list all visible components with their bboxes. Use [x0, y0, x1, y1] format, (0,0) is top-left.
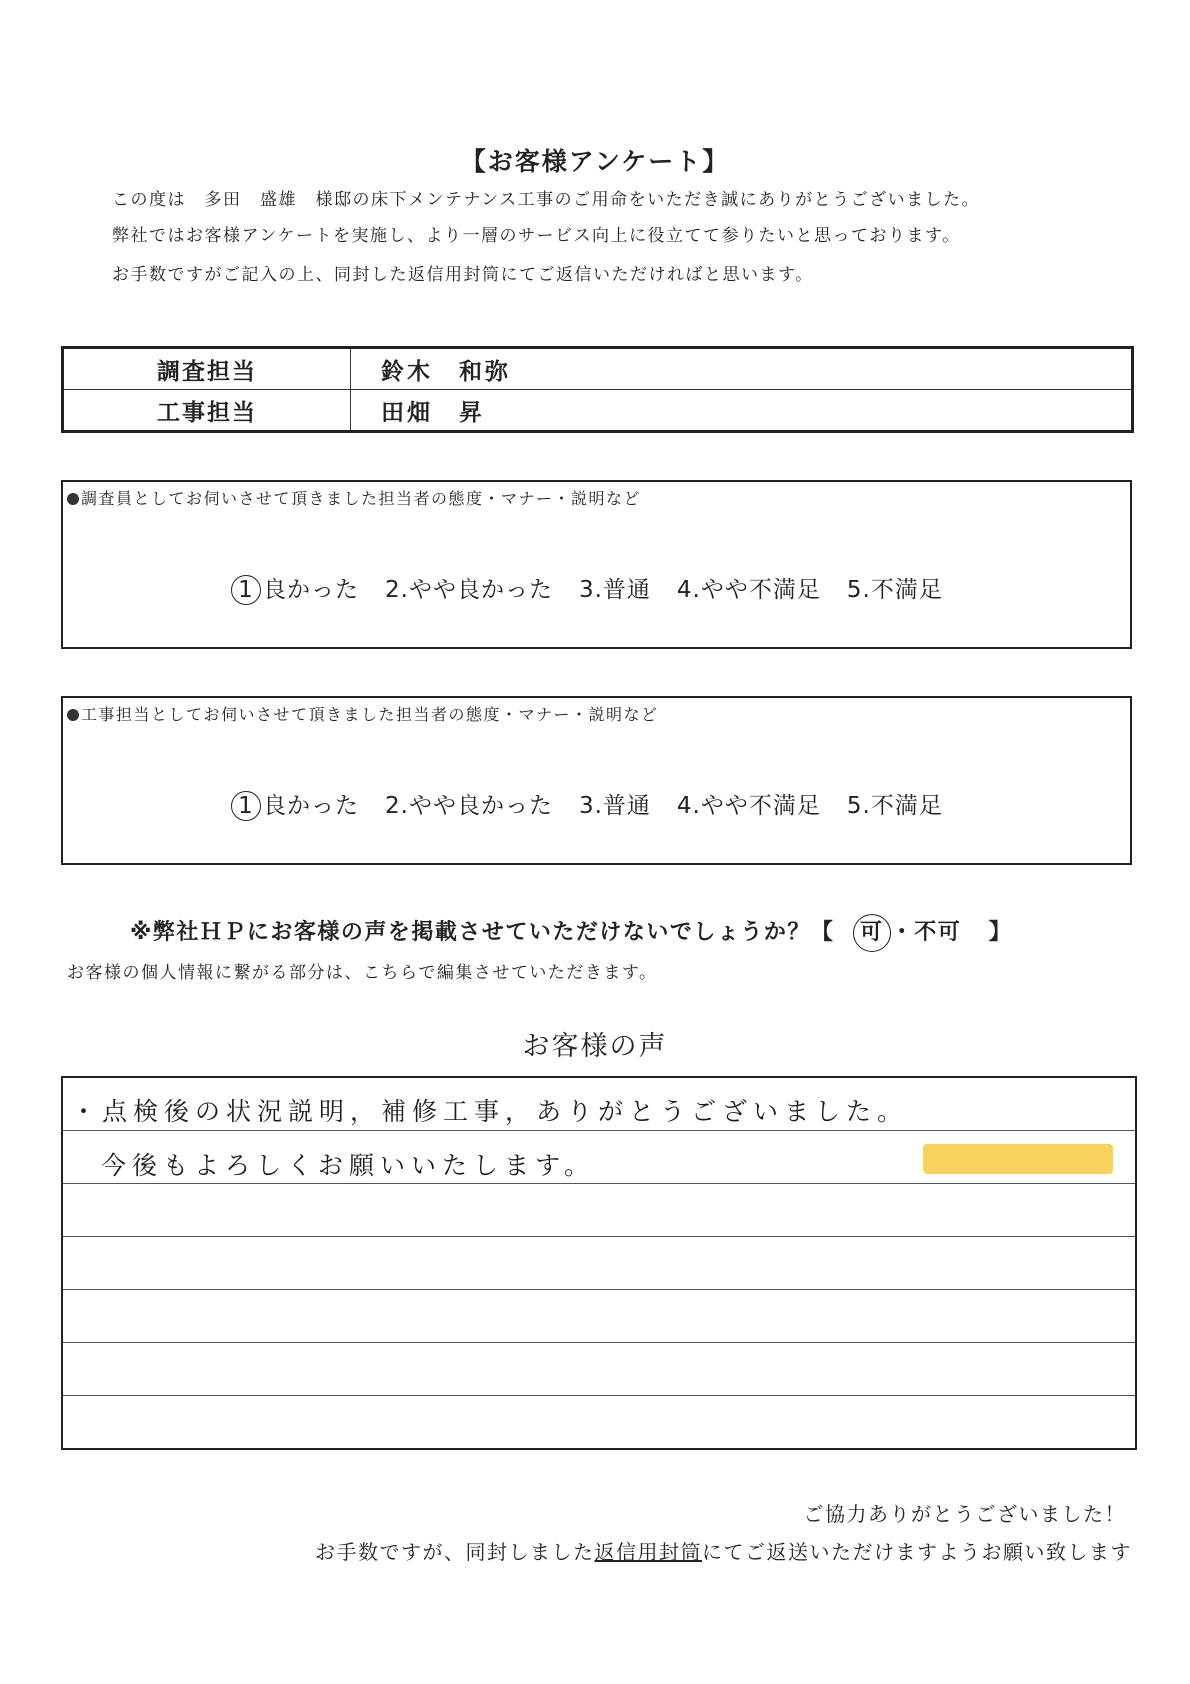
question-survey-label: 調査員としてお伺いさせて頂きました担当者の態度・マナー・説明など — [67, 486, 641, 509]
consent-yes-selected[interactable]: 可 — [853, 914, 891, 952]
rating-option-5[interactable]: 5.不満足 — [846, 793, 943, 819]
hp-consent-note: お客様の個人情報に繋がる部分は、こちらで編集させていただきます。 — [67, 963, 658, 983]
voice-line — [63, 1290, 1135, 1343]
rating-option-4[interactable]: 4.やや不満足 — [676, 577, 821, 603]
hp-consent-question: ※弊社ＨＰにお客様の声を掲載させていただけないでしょうか？【 可 ・不可 】 — [130, 914, 1012, 952]
voice-line — [63, 1343, 1135, 1396]
voice-heading: お客様の声 — [522, 1031, 668, 1062]
voice-line — [63, 1237, 1135, 1290]
rating-option-5[interactable]: 5.不満足 — [846, 577, 943, 603]
question-construction-label: 工事担当としてお伺いさせて頂きました担当者の態度・マナー・説明など — [67, 702, 659, 725]
rating-options-survey — [231, 571, 969, 605]
rating-option-3[interactable]: 3.普通 — [578, 793, 651, 819]
return-envelope-text: 返信用封筒 — [594, 1540, 702, 1564]
customer-voice-box — [61, 1076, 1137, 1450]
survey-staff-name: 鈴木 和弥 — [351, 348, 1133, 390]
intro-line-1: この度は 多田 盛雄 様邸の床下メンテナンス工事のご用命をいただき誠にありがとうございました。 — [112, 190, 981, 210]
rating-option-4[interactable]: 4.やや不満足 — [676, 793, 821, 819]
voice-text-line-1: ・点検後の状況説明，補修工事，ありがとうございました。 — [71, 1097, 909, 1126]
rating-option-2[interactable]: 2.やや良かった — [385, 577, 553, 603]
construction-staff-row — [63, 390, 1133, 432]
voice-text-line-2: 今後もよろしくお願いいたします。 — [101, 1151, 596, 1180]
intro-line-2: 弊社ではお客様アンケートを実施し、より一層のサービス向上に役立てて参りたいと思っております。 — [112, 226, 961, 246]
staff-table — [61, 346, 1134, 433]
question-survey-box — [61, 480, 1132, 649]
page-title: 【お客様アンケート】 — [460, 147, 730, 176]
rating-option-1-selected[interactable]: 1 良かった — [231, 571, 359, 605]
bullet-dot-icon — [67, 709, 79, 721]
consent-no[interactable]: 不可 — [914, 920, 962, 945]
return-instructions: お手数ですが、同封しました返信用封筒にてご返送いただけますようお願い致します — [315, 1540, 1132, 1564]
rating-options-construction — [231, 787, 969, 821]
rating-option-3[interactable]: 3.普通 — [578, 577, 651, 603]
survey-staff-row — [63, 348, 1133, 390]
survey-staff-label: 調査担当 — [63, 348, 351, 390]
question-construction-box — [61, 696, 1132, 865]
intro-line-3: お手数ですがご記入の上、同封した返信用封筒にてご返信いただければと思います。 — [112, 265, 814, 285]
selected-circle-icon: 1 — [231, 791, 261, 821]
voice-line — [63, 1184, 1135, 1237]
construction-staff-label: 工事担当 — [63, 390, 351, 432]
redaction-highlight — [923, 1144, 1113, 1174]
thanks-message: ご協力ありがとうございました！ — [803, 1502, 1126, 1526]
selected-circle-icon: 1 — [231, 575, 261, 605]
rating-option-1-selected[interactable]: 1 良かった — [231, 787, 359, 821]
construction-staff-name: 田畑 昇 — [351, 390, 1133, 432]
bullet-dot-icon — [67, 493, 79, 505]
rating-option-2[interactable]: 2.やや良かった — [385, 793, 553, 819]
